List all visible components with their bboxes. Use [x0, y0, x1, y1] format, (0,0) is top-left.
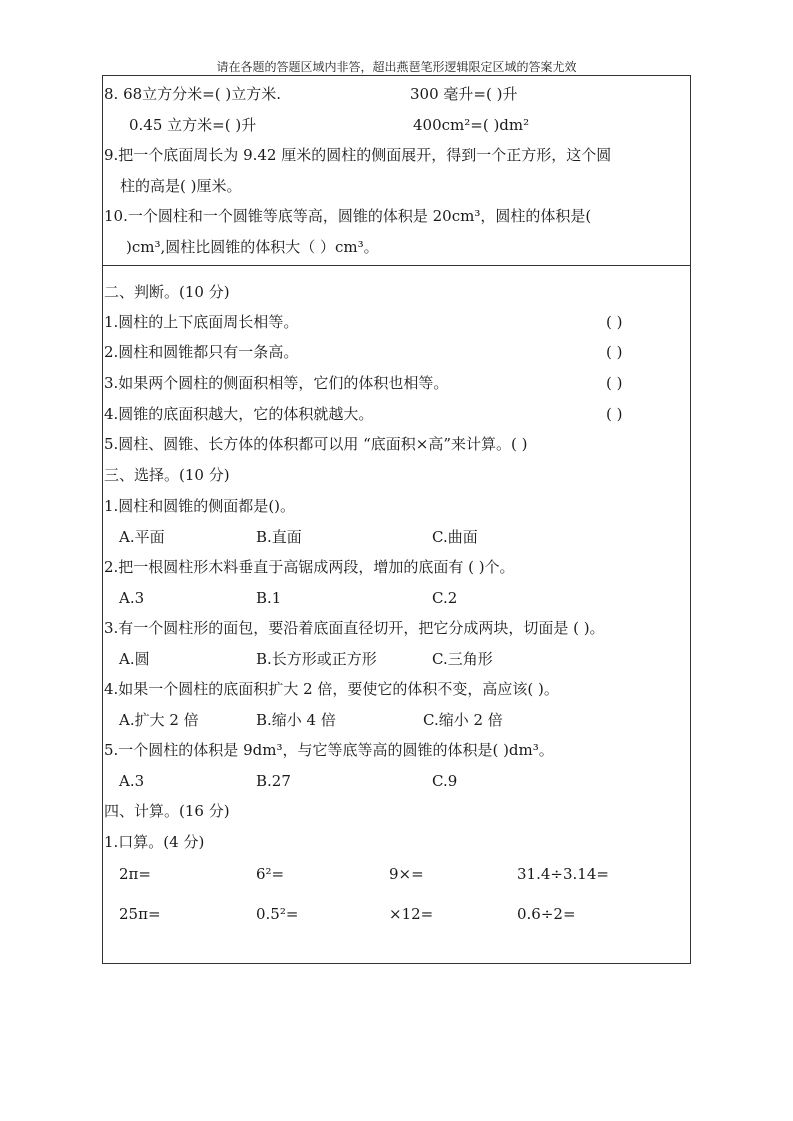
judge-item-4: 4.圆锥的底面积越大，它的体积就越大。 — [104, 405, 374, 423]
calc-r2-c2: 0.5²= — [256, 905, 299, 923]
q10-line-2: )cm³,圆柱比圆锥的体积大（ ）cm³。 — [126, 238, 379, 256]
choice-title: 三、选择。(10 分) — [104, 466, 230, 484]
choice-q3-option-c[interactable]: C.三角形 — [432, 650, 493, 668]
judge-title: 二、判断。(10 分) — [104, 283, 230, 301]
calc-r1-c2: 6²= — [256, 865, 285, 883]
q9-line-2: 柱的高是( )厘米。 — [120, 177, 242, 195]
judge-item-5: 5.圆柱、圆锥、长方体的体积都可以用 “底面积×高”来计算。( ) — [104, 435, 528, 453]
choice-q1-option-a[interactable]: A.平面 — [119, 528, 165, 546]
judge-item-3-bracket[interactable]: ( ) — [606, 374, 623, 392]
choice-q5-option-a[interactable]: A.3 — [119, 772, 145, 790]
q8-part-a: 8. 68立方分米=( )立方米. — [104, 85, 281, 103]
section-divider — [102, 265, 691, 266]
q8-part-b: 300 毫升=( )升 — [410, 85, 518, 103]
choice-q2-option-a[interactable]: A.3 — [119, 589, 145, 607]
calc-subtitle: 1.口算。(4 分) — [104, 833, 205, 851]
calc-r2-c3: ×12= — [389, 905, 434, 923]
choice-q5: 5.一个圆柱的体积是 9dm³，与它等底等高的圆锥的体积是( )dm³。 — [104, 741, 554, 759]
choice-q3: 3.有一个圆柱形的面包，要沿着底面直径切开，把它分成两块，切面是 ( )。 — [104, 619, 605, 637]
judge-item-4-bracket[interactable]: ( ) — [606, 405, 623, 423]
choice-q3-option-a[interactable]: A.圆 — [119, 650, 150, 668]
choice-q2: 2.把一根圆柱形木料垂直于高锯成两段，增加的底面有 ( )个。 — [104, 558, 515, 576]
calc-title: 四、计算。(16 分) — [104, 802, 230, 820]
q8-part-d: 400cm²=( )dm² — [413, 116, 530, 134]
choice-q4-option-b[interactable]: B.缩小 4 倍 — [256, 711, 336, 729]
choice-q2-option-c[interactable]: C.2 — [432, 589, 458, 607]
choice-q1-option-b[interactable]: B.直面 — [256, 528, 302, 546]
q9-line-1: 9.把一个底面周长为 9.42 厘米的圆柱的侧面展开，得到一个正方形，这个圆 — [104, 146, 612, 164]
calc-r2-c4: 0.6÷2= — [517, 905, 576, 923]
calc-r2-c1: 25π= — [119, 905, 161, 923]
calc-r1-c3: 9×= — [389, 865, 424, 883]
choice-q4-option-a[interactable]: A.扩大 2 倍 — [119, 711, 199, 729]
choice-q1: 1.圆柱和圆锥的侧面都是()。 — [104, 497, 296, 515]
calc-r1-c1: 2π= — [119, 865, 151, 883]
choice-q5-option-b[interactable]: B.27 — [256, 772, 291, 790]
choice-q2-option-b[interactable]: B.1 — [256, 589, 282, 607]
page-header-notice: 请在各题的答题区域内非答，超出燕琶笔形逻辑限定区域的答案尤效 — [216, 60, 577, 74]
judge-item-2-bracket[interactable]: ( ) — [606, 343, 623, 361]
choice-q5-option-c[interactable]: C.9 — [432, 772, 458, 790]
q10-line-1: 10.一个圆柱和一个圆锥等底等高，圆锥的体积是 20cm³，圆柱的体积是( — [104, 207, 592, 225]
q8-part-c: 0.45 立方米=( )升 — [129, 116, 257, 134]
judge-item-3: 3.如果两个圆柱的侧面积相等，它们的体积也相等。 — [104, 374, 449, 392]
choice-q1-option-c[interactable]: C.曲面 — [432, 528, 478, 546]
choice-q3-option-b[interactable]: B.长方形或正方形 — [256, 650, 377, 668]
judge-item-1: 1.圆柱的上下底面周长相等。 — [104, 313, 299, 331]
judge-item-1-bracket[interactable]: ( ) — [606, 313, 623, 331]
judge-item-2: 2.圆柱和圆锥都只有一条高。 — [104, 343, 299, 361]
choice-q4-option-c[interactable]: C.缩小 2 倍 — [423, 711, 503, 729]
calc-r1-c4: 31.4÷3.14= — [517, 865, 609, 883]
choice-q4: 4.如果一个圆柱的底面积扩大 2 倍，要使它的体积不变，高应该( )。 — [104, 680, 559, 698]
